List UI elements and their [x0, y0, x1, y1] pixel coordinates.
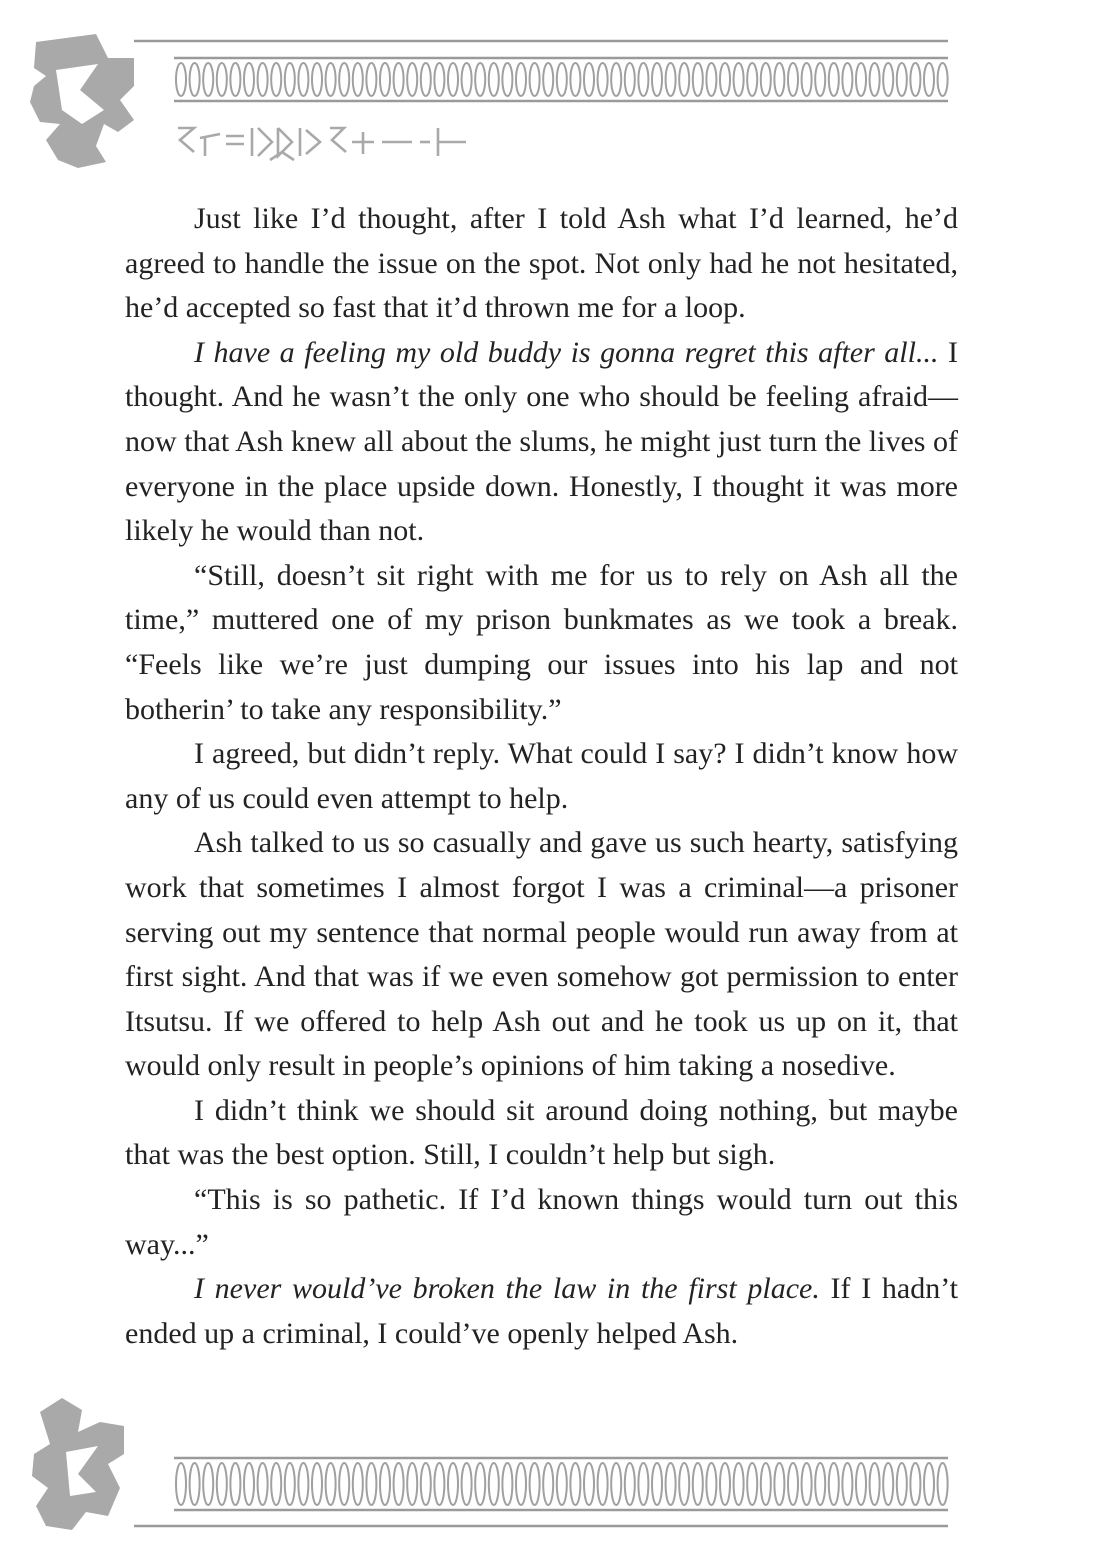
oval-link [285, 63, 295, 96]
decorative-rune-script [178, 128, 466, 160]
oval-link [774, 1463, 784, 1505]
oval-link [938, 1463, 948, 1505]
oval-link [706, 63, 716, 96]
italic-thought: I never would’ve broken the law in the first place. [194, 1272, 820, 1306]
oval-link [883, 1463, 893, 1505]
paragraph: “This is so pathetic. If I’d known things would turn out this way...” [125, 1183, 958, 1261]
oval-link [774, 63, 784, 96]
oval-link [298, 63, 308, 96]
oval-link [380, 63, 390, 96]
oval-link [734, 1463, 744, 1505]
oval-link [679, 1463, 689, 1505]
oval-link [326, 63, 336, 96]
oval-link [421, 1463, 431, 1505]
oval-link [652, 63, 662, 96]
oval-link [829, 1463, 839, 1505]
oval-link [217, 1463, 227, 1505]
oval-link [706, 1463, 716, 1505]
header-ornament-graphic [0, 28, 1100, 178]
oval-link [870, 1463, 880, 1505]
oval-link [434, 63, 444, 96]
oval-chain-border [176, 63, 948, 96]
oval-link [339, 63, 349, 96]
footer-ornament-graphic [0, 1392, 1100, 1542]
paragraph: I have a feeling my old buddy is gonna regret this after all... I thought. And he wasn’t the only one who should be feeling afraid—now that Ash knew all about the slums, he might just turn the lives of everyone in the place upside down. Honestly, I thought it was more likely he would than not. [125, 335, 958, 548]
oval-link [394, 63, 404, 96]
oval-link [190, 1463, 200, 1505]
oval-link [366, 63, 376, 96]
oval-link [693, 1463, 703, 1505]
oval-link [217, 63, 227, 96]
oval-link [747, 1463, 757, 1505]
oval-link [897, 63, 907, 96]
oval-link [570, 63, 580, 96]
italic-thought: I have a feeling my old buddy is gonna regret this after all... [194, 335, 939, 369]
oval-link [176, 63, 186, 96]
oval-link [638, 63, 648, 96]
oval-link [557, 1463, 567, 1505]
oval-link [407, 1463, 417, 1505]
paragraph: Ash talked to us so casually and gave us such hearty, satisfying work that sometimes I almost forgot I was a criminal—a prisoner serving out my sentence that normal people would run away from at first sight. And that was if we even somehow got permission to enter Itsutsu. If we offered to help Ash out and he took us up on it, that would only result in people’s opinions of him taking a nosedive. [125, 826, 958, 1083]
oval-link [679, 63, 689, 96]
oval-link [924, 63, 934, 96]
oval-link [747, 63, 757, 96]
oval-link [666, 1463, 676, 1505]
oval-link [339, 1463, 349, 1505]
oval-link [652, 1463, 662, 1505]
oval-link [434, 1463, 444, 1505]
oval-link [502, 63, 512, 96]
oval-link [584, 1463, 594, 1505]
oval-link [271, 1463, 281, 1505]
oval-link [475, 63, 485, 96]
oval-link [802, 63, 812, 96]
oval-link [530, 1463, 540, 1505]
oval-link [394, 1463, 404, 1505]
paragraph: Just like I’d thought, after I told Ash what I’d learned, he’d agreed to handle the issue on the spot. Not only had he not hesitated, he’d accepted so fast that it’d thrown me for a loop. [125, 202, 958, 325]
oval-link [734, 63, 744, 96]
oval-link [666, 63, 676, 96]
oval-link [543, 1463, 553, 1505]
oval-link [720, 63, 730, 96]
oval-link [910, 63, 920, 96]
oval-link [842, 63, 852, 96]
oval-link [462, 1463, 472, 1505]
paragraph: I didn’t think we should sit around doing nothing, but maybe that was the best option. Still, I couldn’t help but sigh. [125, 1093, 958, 1172]
oval-link [203, 63, 213, 96]
oval-link [598, 1463, 608, 1505]
oval-link [516, 63, 526, 96]
oval-link [298, 1463, 308, 1505]
oval-link [788, 63, 798, 96]
oval-link [530, 63, 540, 96]
oval-link [516, 1463, 526, 1505]
oval-link [271, 63, 281, 96]
oval-link [829, 63, 839, 96]
oval-link [258, 63, 268, 96]
oval-link [190, 63, 200, 96]
fleur-corner-icon [30, 34, 134, 168]
oval-link [285, 1463, 295, 1505]
oval-link [543, 63, 553, 96]
oval-link [584, 63, 594, 96]
oval-link [761, 1463, 771, 1505]
oval-link [625, 63, 635, 96]
oval-link [475, 1463, 485, 1505]
oval-link [176, 1463, 186, 1505]
oval-link [761, 63, 771, 96]
oval-link [625, 1463, 635, 1505]
oval-link [448, 63, 458, 96]
oval-link [815, 63, 825, 96]
oval-link [924, 1463, 934, 1505]
oval-link [353, 63, 363, 96]
oval-link [638, 1463, 648, 1505]
oval-link [312, 1463, 322, 1505]
oval-link [557, 63, 567, 96]
oval-link [312, 63, 322, 96]
paragraph: I never would’ve broken the law in the first place. If I hadn’t ended up a criminal, I could’ve openly helped Ash. [125, 1272, 958, 1350]
oval-link [230, 63, 240, 96]
oval-link [407, 63, 417, 96]
oval-link [897, 1463, 907, 1505]
oval-link [353, 1463, 363, 1505]
oval-link [230, 1463, 240, 1505]
oval-link [489, 1463, 499, 1505]
fleur-corner-icon [32, 1398, 124, 1530]
header-ornament [0, 28, 1100, 178]
oval-link [462, 63, 472, 96]
oval-link [788, 1463, 798, 1505]
paragraph: I agreed, but didn’t reply. What could I say? I didn’t know how any of us could even attempt to help. [125, 737, 958, 815]
oval-link [815, 1463, 825, 1505]
story-body [125, 197, 958, 1356]
oval-link [611, 63, 621, 96]
oval-link [244, 1463, 254, 1505]
oval-link [856, 1463, 866, 1505]
oval-link [598, 63, 608, 96]
oval-link [448, 1463, 458, 1505]
oval-link [380, 1463, 390, 1505]
oval-link [910, 1463, 920, 1505]
oval-link [258, 1463, 268, 1505]
oval-link [842, 1463, 852, 1505]
paragraph: “Still, doesn’t sit right with me for us to rely on Ash all the time,” muttered one of my prison bunkmates as we took a break. “Feels like we’re just dumping our issues into his lap and not botherin’ to take any responsibility.” [125, 558, 958, 726]
oval-link [720, 1463, 730, 1505]
oval-link [856, 63, 866, 96]
oval-link [366, 1463, 376, 1505]
oval-link [938, 63, 948, 96]
oval-link [570, 1463, 580, 1505]
oval-link [489, 63, 499, 96]
oval-link [502, 1463, 512, 1505]
oval-link [802, 1463, 812, 1505]
oval-link [883, 63, 893, 96]
oval-link [326, 1463, 336, 1505]
oval-link [203, 1463, 213, 1505]
oval-link [611, 1463, 621, 1505]
oval-link [244, 63, 254, 96]
oval-link [693, 63, 703, 96]
oval-chain-border [176, 1463, 948, 1505]
footer-ornament [0, 1392, 1100, 1542]
oval-link [870, 63, 880, 96]
oval-link [421, 63, 431, 96]
